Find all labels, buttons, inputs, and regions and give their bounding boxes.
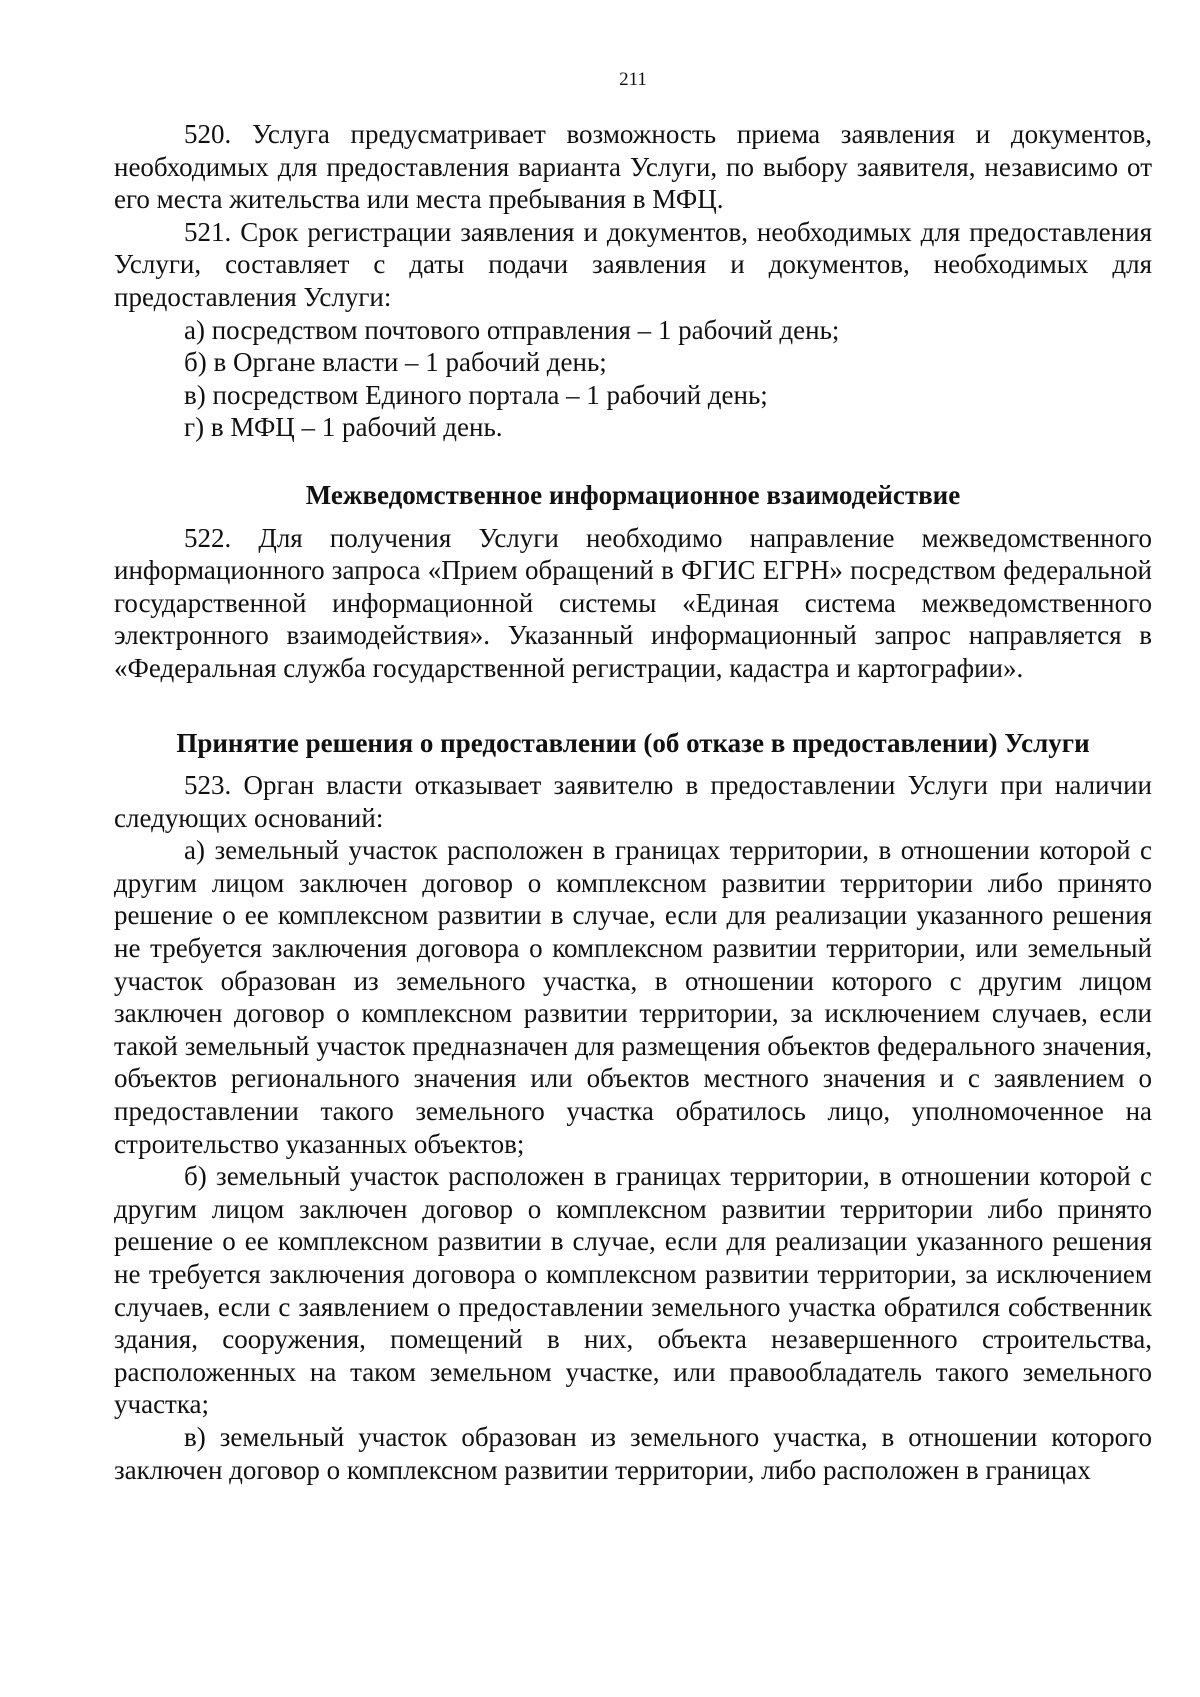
paragraph-523-v: в) земельный участок образован из земельного участка, в отношении которого заключен договор о комплексном развитии территории, либо расположен в границах	[114, 1421, 1152, 1485]
list-item: б) в Органе власти – 1 рабочий день;	[184, 347, 607, 378]
paragraph-523: 523. Орган власти отказывает заявителю в предоставлении Услуги при наличии следующих оснований:	[114, 770, 1152, 833]
paragraph-520: 520. Услуга предусматривает возможность приема заявления и документов, необходимых для предоставления варианта Услуги, по выбору заявителя, независимо от его места жительства или места пребывания в МФЦ.	[114, 119, 1152, 215]
paragraph-521: 521. Срок регистрации заявления и документов, необходимых для предоставления Услуги, составляет с даты подачи заявления и документов, необходимых для предоставления Услуги:	[114, 216, 1152, 312]
list-item: в) посредством Единого портала – 1 рабочий день;	[184, 379, 768, 410]
paragraph-523-b: б) земельный участок расположен в границах территории, в отношении которой с другим лицом заключен договор о комплексном развитии территории либо принято решение о ее комплексном развитии в случае, если для реализации указанного решения не требуется заключения договора о комплексном развитии территории, за исключением случаев, если с заявлением о предоставлении земельного участка обратился собственник здания, сооружения, помещений в них, объекта незавершенного строительства, расположенных на таком земельном участке, или правообладатель такого земельного участка;	[114, 1161, 1152, 1420]
page-number: 211	[619, 69, 647, 90]
paragraph-523-a: а) земельный участок расположен в границах территории, в отношении которой с другим лицом заключен договор о комплексном развитии территории либо принято решение о ее комплексном развитии в случае, если для реализации указанного решения не требуется заключения договора о комплексном развитии территории, или земельный участок образован из земельного участка, в отношении которого с другим лицом заключен договор о комплексном развитии территории, за исключением случаев, если такой земельный участок предназначен для размещения объектов федерального значения, объектов регионального значения или объектов местного значения и с заявлением о предоставлении такого земельного участка обратилось лицо, уполномоченное на строительство указанных объектов;	[114, 835, 1152, 1159]
paragraph-522: 522. Для получения Услуги необходимо направление межведомственного информационного запроса «Прием обращений в ФГИС ЕГРН» посредством федеральной государственной информационной системы «Единая система межведомственного электронного взаимодействия». Указанный информационный запрос направляется в «Федеральная служба государственной регистрации, кадастра и картографии».	[114, 522, 1152, 683]
list-item: г) в МФЦ – 1 рабочий день.	[184, 412, 503, 443]
section-heading-decision: Принятие решения о предоставлении (об отказе в предоставлении) Услуги	[176, 727, 1090, 758]
list-item: а) посредством почтового отправления – 1 рабочий день;	[184, 314, 840, 345]
section-heading-interagency: Межведомственное информационное взаимодействие	[305, 479, 961, 510]
document-body	[114, 118, 1152, 1486]
